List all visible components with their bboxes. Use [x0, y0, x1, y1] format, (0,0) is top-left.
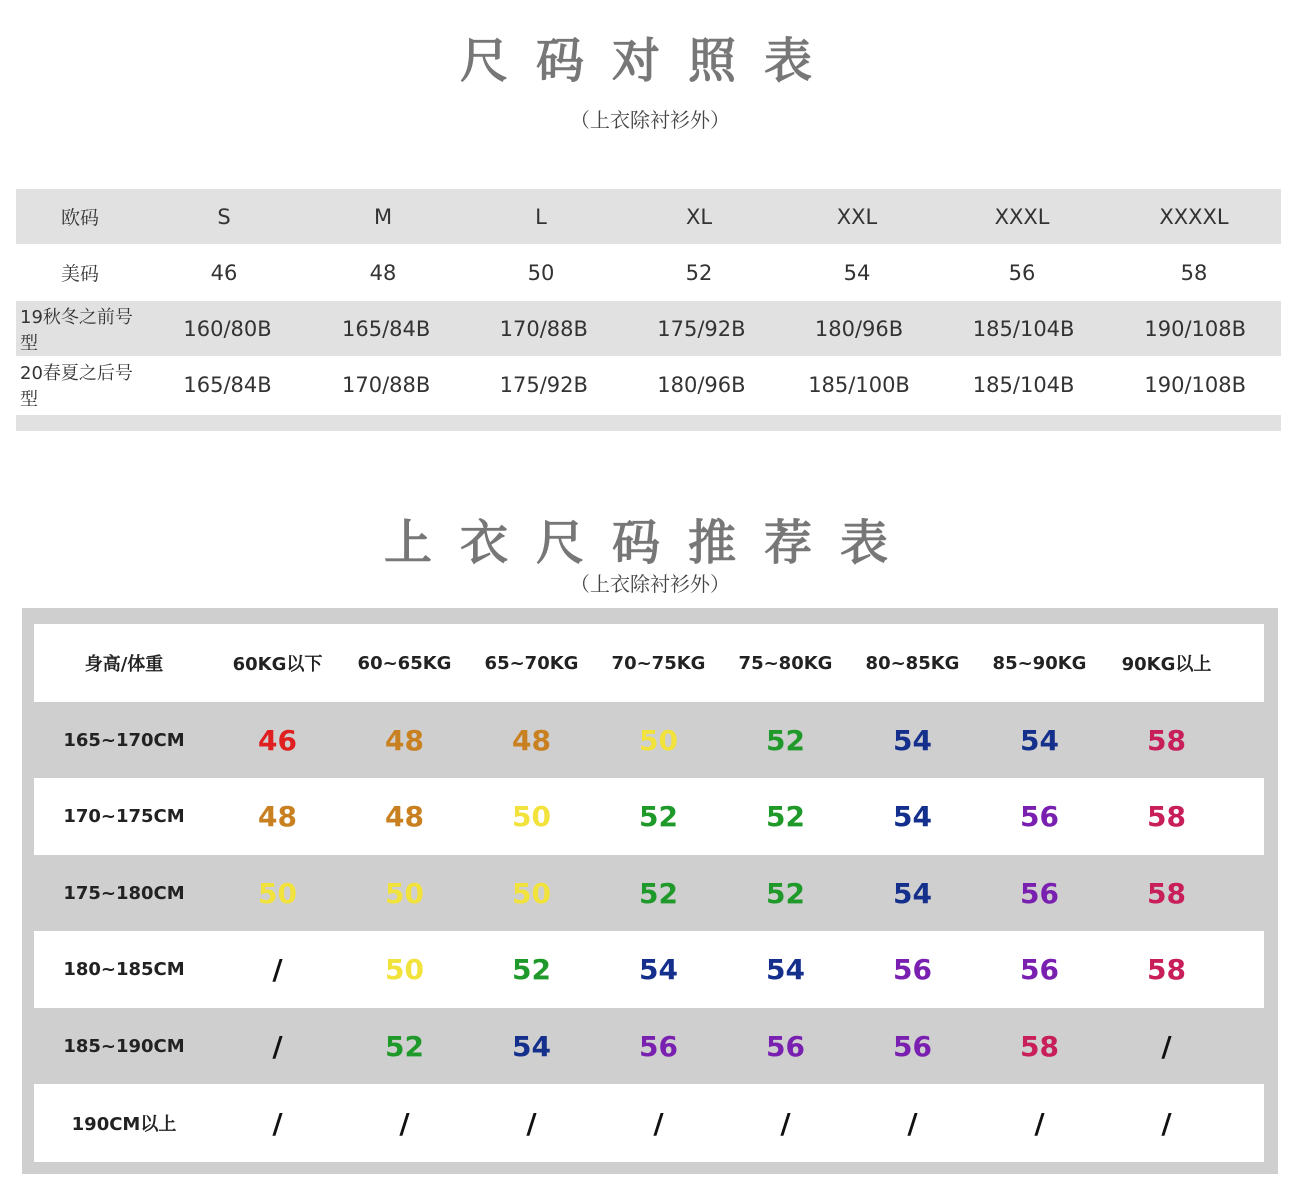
recommended-size-cell: 52 [512, 953, 551, 986]
size-chart-title: 尺码对照表 [459, 33, 840, 89]
height-row [34, 1008, 1264, 1084]
size-cell: 50 [527, 260, 555, 285]
recommended-size-cell: / [907, 1106, 918, 1140]
recommended-size-cell: / [272, 1106, 283, 1140]
comparison-row [16, 356, 1281, 413]
size-cell: 175/92B [499, 372, 588, 397]
recommended-size-cell: 54 [893, 723, 932, 757]
recommended-size-cell: 54 [893, 800, 932, 833]
recommended-size-cell: 48 [258, 800, 297, 833]
recommended-size-cell: / [526, 1106, 537, 1140]
recommended-size-cell: 54 [766, 953, 805, 986]
size-cell: 52 [685, 260, 713, 285]
height-row-label: 165~170CM [63, 729, 185, 751]
recommended-size-cell: 48 [512, 723, 551, 757]
size-cell: 170/88B [499, 316, 588, 341]
size-cell: 180/96B [657, 372, 746, 397]
recommended-size-cell: 48 [385, 800, 424, 833]
recommended-size-cell: / [399, 1106, 410, 1140]
recommended-size-cell: 54 [639, 953, 678, 986]
size-cell: 185/100B [808, 372, 910, 397]
weight-column-header: 85~90KG [992, 652, 1087, 674]
recommend-table [34, 624, 1264, 1162]
recommended-size-cell: / [272, 1029, 283, 1063]
recommended-size-cell: 48 [385, 723, 424, 757]
size-cell: 170/88B [341, 372, 431, 397]
size-cell: 180/96B [814, 316, 904, 341]
recommend-table-frame [22, 608, 1278, 1174]
size-cell: 185/104B [972, 316, 1075, 341]
recommended-size-cell: 56 [893, 1029, 932, 1063]
height-row [34, 855, 1264, 931]
recommended-size-cell: 46 [258, 723, 297, 757]
size-cell: 175/92B [657, 316, 746, 341]
recommended-size-cell: 56 [1020, 953, 1059, 986]
recommend-chart-title: 上衣尺码推荐表 [383, 515, 916, 571]
weight-column-header: 65~70KG [484, 652, 579, 674]
size-cell: 48 [369, 260, 397, 285]
size-cell: 56 [1008, 260, 1036, 285]
comparison-row [16, 244, 1281, 301]
recommended-size-cell: 58 [1147, 876, 1186, 910]
recommended-size-cell: 50 [258, 876, 297, 910]
recommended-size-cell: 58 [1147, 723, 1186, 757]
weight-column-header: 80~85KG [865, 652, 960, 674]
size-cell: 165/84B [183, 372, 272, 397]
recommended-size-cell: 52 [766, 800, 805, 833]
recommended-size-cell: / [1161, 1106, 1172, 1140]
recommended-size-cell: 52 [639, 800, 678, 833]
recommended-size-cell: 56 [639, 1029, 678, 1063]
height-row-label: 190CM以上 [71, 1114, 177, 1135]
recommended-size-cell: / [272, 953, 283, 986]
recommended-size-cell: 50 [512, 876, 551, 910]
size-cell: 185/104B [972, 372, 1075, 397]
recommended-size-cell: 52 [766, 876, 805, 910]
size-cell: 190/108B [1144, 316, 1247, 341]
size-chart-subtitle: （上衣除衬衫外） [570, 108, 730, 132]
recommended-size-cell: 50 [639, 723, 678, 757]
height-row [34, 702, 1264, 778]
row-header: 欧码 [60, 207, 99, 229]
size-comparison-table [16, 189, 1281, 431]
height-row-label: 180~185CM [63, 959, 185, 980]
recommended-size-cell: 58 [1147, 953, 1186, 986]
size-cell: XXXL [994, 204, 1050, 229]
recommend-chart-subtitle: （上衣除衬衫外） [570, 572, 730, 596]
recommended-size-cell: / [1161, 1029, 1172, 1063]
recommended-size-cell: 52 [766, 723, 805, 757]
recommended-size-cell: 56 [1020, 876, 1059, 910]
recommended-size-cell: 56 [1020, 800, 1059, 833]
height-row [34, 778, 1264, 855]
recommended-size-cell: 52 [385, 1029, 424, 1063]
table-bottom-bar [16, 415, 1281, 431]
size-cell: M [373, 204, 393, 229]
recommended-size-cell: 58 [1147, 800, 1186, 833]
recommended-size-cell: / [780, 1106, 791, 1140]
size-cell: 54 [843, 260, 871, 285]
comparison-row [16, 189, 1281, 244]
height-row-label: 185~190CM [63, 1035, 185, 1057]
comparison-row [16, 301, 1281, 356]
recommended-size-cell: 50 [385, 876, 424, 910]
recommended-size-cell: / [653, 1106, 664, 1140]
size-cell: 165/84B [341, 316, 431, 341]
recommended-size-cell: 54 [1020, 723, 1059, 757]
recommended-size-cell: 58 [1020, 1029, 1059, 1063]
height-row-label: 175~180CM [63, 882, 185, 904]
weight-column-header: 75~80KG [738, 652, 833, 674]
recommended-size-cell: 52 [639, 876, 678, 910]
recommended-size-cell: 54 [893, 876, 932, 910]
weight-column-header: 90KG以上 [1121, 654, 1212, 675]
size-cell: XL [685, 204, 713, 229]
row-header: 美码 [60, 263, 99, 285]
header-row [34, 624, 1264, 702]
weight-column-header: 70~75KG [611, 652, 706, 674]
size-cell: 46 [210, 260, 238, 285]
row-header: 19秋冬之前号型 [20, 306, 133, 354]
height-row [34, 1084, 1264, 1162]
recommended-size-cell: 50 [512, 800, 551, 833]
recommended-size-cell: 56 [766, 1029, 805, 1063]
size-cell: L [535, 204, 547, 229]
row-header: 20春夏之后号型 [20, 362, 133, 410]
corner-label: 身高/体重 [84, 654, 164, 675]
size-cell: S [217, 204, 231, 229]
size-cell: 190/108B [1144, 372, 1247, 397]
height-row-label: 170~175CM [63, 806, 185, 827]
weight-column-header: 60KG以下 [232, 654, 323, 675]
recommended-size-cell: / [1034, 1106, 1045, 1140]
recommended-size-cell: 56 [893, 953, 932, 986]
size-cell: XXL [836, 204, 878, 229]
size-cell: 160/80B [183, 316, 272, 341]
height-row [34, 931, 1264, 1008]
weight-column-header: 60~65KG [357, 652, 452, 674]
recommended-size-cell: 54 [512, 1029, 551, 1063]
recommended-size-cell: 50 [385, 953, 424, 986]
size-cell: XXXXL [1159, 204, 1229, 229]
size-cell: 58 [1180, 260, 1208, 285]
